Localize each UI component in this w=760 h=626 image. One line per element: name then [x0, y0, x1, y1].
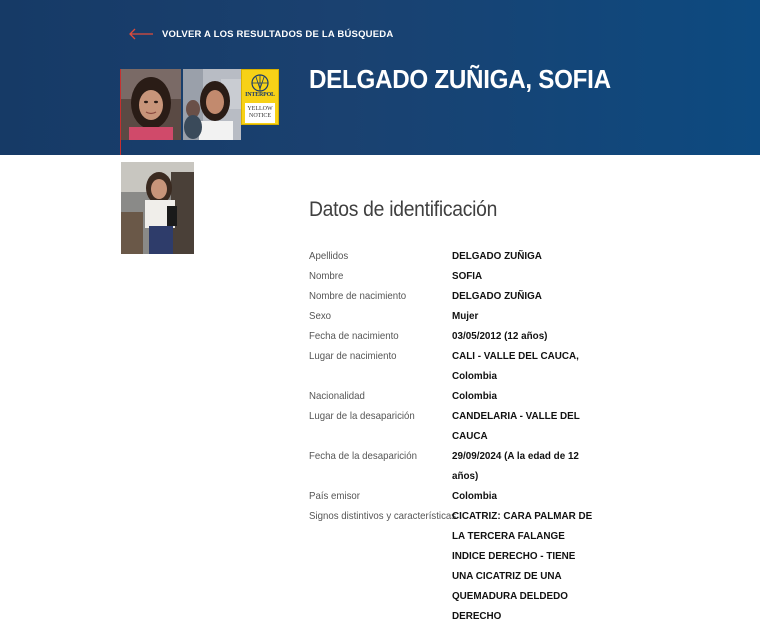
logo-notice-line2: NOTICE [249, 113, 271, 119]
detail-value: Mujer [452, 310, 479, 322]
photo-thumbnail-3[interactable] [121, 162, 194, 254]
detail-row-signos [309, 506, 609, 626]
photo-thumbnail-1[interactable] [121, 69, 181, 140]
detail-label: Apellidos [309, 250, 349, 262]
back-to-results-link[interactable] [128, 26, 393, 42]
detail-row-sexo [309, 306, 609, 326]
detail-label: País emisor [309, 490, 361, 502]
detail-label: Lugar de nacimiento [309, 350, 397, 362]
detail-label: Nombre [309, 270, 344, 282]
logo-notice-line1: YELLOW [247, 106, 273, 112]
logo-org-text: INTERPOL [245, 92, 275, 98]
detail-value: SOFIA [452, 270, 483, 282]
detail-value: DELGADO ZUÑIGA [452, 250, 542, 262]
identification-details [309, 246, 609, 626]
detail-row-nombre [309, 266, 609, 286]
section-title-identification: Datos de identificación [309, 198, 498, 221]
detail-value: Colombia [452, 390, 497, 402]
detail-row-pais-emisor [309, 486, 609, 506]
detail-label: Nombre de nacimiento [309, 290, 407, 302]
photo-thumbnail-2[interactable] [183, 69, 241, 140]
detail-row-nacionalidad [309, 386, 609, 406]
detail-row-lugar-desaparicion [309, 406, 609, 446]
detail-value: Colombia [452, 490, 497, 502]
detail-row-apellidos [309, 246, 609, 266]
person-name-title: DELGADO ZUÑIGA, SOFIA [309, 64, 611, 94]
interpol-yellow-notice-logo [241, 69, 279, 125]
detail-value: 29/09/2024 (A la edad de 12 años) [452, 450, 579, 482]
header-banner [0, 0, 760, 155]
back-link-label: VOLVER A LOS RESULTADOS DE LA BÚSQUEDA [162, 28, 394, 40]
detail-label: Fecha de nacimiento [309, 330, 399, 342]
detail-label: Signos distintivos y características [309, 510, 457, 522]
detail-label: Lugar de la desaparición [309, 410, 415, 422]
detail-label: Sexo [309, 310, 332, 322]
detail-row-fecha-nacimiento [309, 326, 609, 346]
detail-label: Nacionalidad [309, 390, 365, 402]
logo-notice-text [245, 103, 275, 123]
detail-row-fecha-desaparicion [309, 446, 609, 486]
detail-label: Fecha de la desaparición [309, 450, 417, 462]
arrow-left-icon [128, 28, 154, 40]
detail-row-lugar-nacimiento [309, 346, 609, 386]
detail-value: CALI - VALLE DEL CAUCA, Colombia [452, 350, 579, 382]
detail-value: 03/05/2012 (12 años) [452, 330, 548, 342]
detail-value: DELGADO ZUÑIGA [452, 290, 542, 302]
interpol-emblem-icon [250, 73, 270, 93]
detail-row-nombre-nacimiento [309, 286, 609, 306]
detail-value: CANDELARIA - VALLE DEL CAUCA [452, 410, 580, 442]
detail-value: CICATRIZ: CARA PALMAR DE LA TERCERA FALANGE INDICE DERECHO - TIENE UNA CICATRIZ DE UNA QUEMADURA DELDEDO DERECHO [452, 510, 593, 622]
